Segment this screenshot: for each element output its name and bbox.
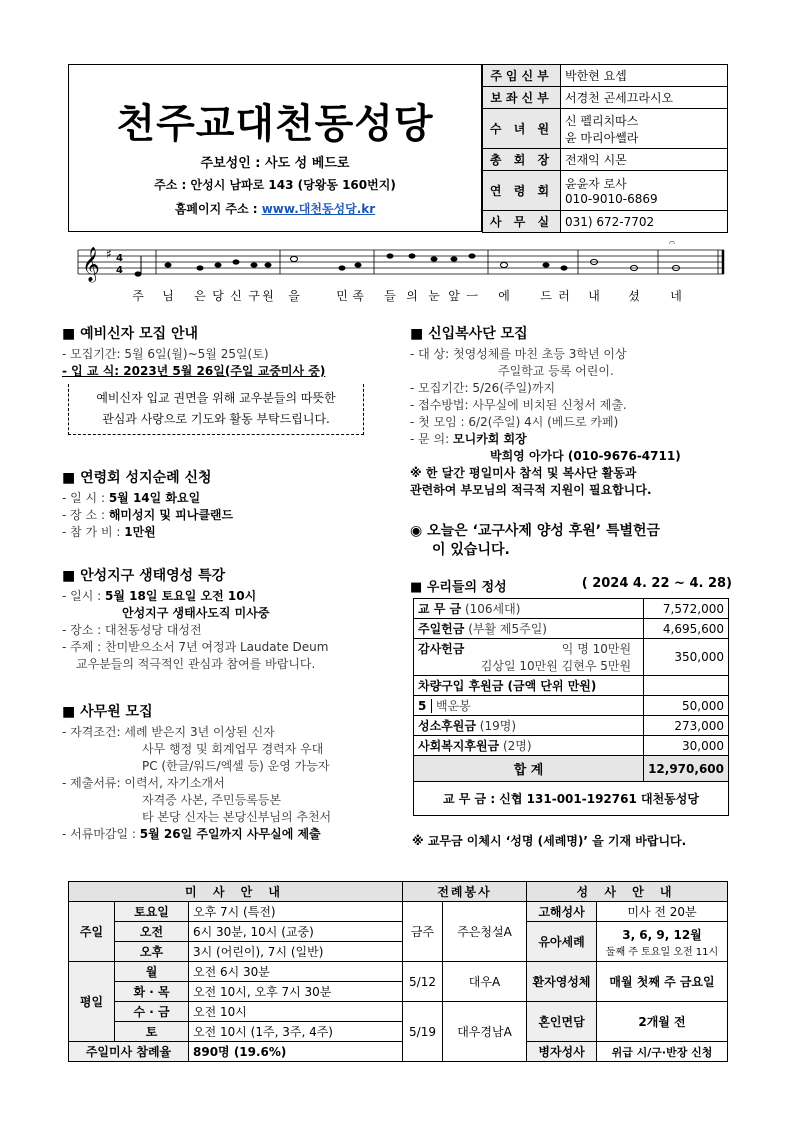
catechumen-section: [62, 326, 372, 435]
field-label: - 서류마감일 :: [62, 827, 140, 841]
lyric-syllable: 구: [248, 289, 260, 303]
ecology-date-detail: 안성지구 생태사도직 미사중: [122, 606, 270, 620]
staff-name: [561, 109, 728, 149]
mass-day: 월: [115, 962, 189, 982]
staff-role: 수 녀 원: [483, 109, 561, 149]
sacrament-info: [597, 922, 728, 962]
mass-time: 오전 10시, 오후 7시 30분: [189, 982, 403, 1002]
offering-amount: 350,000: [644, 639, 729, 676]
mass-time: 오전 10시 (1주, 3주, 4주): [189, 1022, 403, 1042]
lyric-syllable: 들: [384, 289, 396, 303]
ecology-section: [62, 568, 382, 673]
lyric-syllable: 셨: [628, 289, 640, 303]
altar-method: - 접수방법: 사무실에 비치된 신청서 제출.: [410, 398, 627, 412]
field-label: - 일시 :: [62, 589, 106, 603]
total-row: [414, 756, 729, 782]
altar-target: - 대 상: 첫영성체를 마친 초등 3학년 이상: [410, 347, 627, 361]
sacrament-info-line: 둘째 주 토요일 오전 11시: [605, 946, 719, 958]
sacrament-info: 매월 첫째 주 금요일: [597, 962, 728, 1002]
offering-sub: 익 명 10만원: [561, 642, 632, 656]
lyric-syllable: 민: [336, 289, 348, 303]
offering-amount: 4,695,600: [644, 619, 729, 639]
offering-amount: 50,000: [644, 696, 729, 716]
offering-sub: 김상일 10만원 김현우 5만원: [480, 659, 632, 673]
pilgrimage-section: [62, 470, 372, 541]
offering-sub: (부활 제5주일): [468, 622, 547, 636]
total-amount: 12,970,600: [644, 756, 729, 782]
total-label: 합 계: [414, 756, 644, 782]
clerk-requirement: - 자격조건: 세례 받은지 3년 이상된 신자: [62, 725, 275, 739]
serve-group: 대우A: [443, 962, 527, 1002]
altar-target: 주일학교 등록 어린이.: [498, 364, 614, 378]
field-label: - 일 시 :: [62, 491, 109, 505]
patron-saint: 주보성인 : 사도 성 베드로: [200, 156, 350, 171]
staff-name: [561, 171, 728, 211]
offering-label: 차량구입 후원금 (금액 단위 만원): [414, 676, 644, 696]
time-signature: 4: [116, 253, 123, 264]
mass-day: 오전: [115, 922, 189, 942]
catechumen-notice: [68, 384, 364, 435]
lyric-syllable: 눈: [428, 289, 440, 303]
special-line: ◉ 오늘은 ‘교구사제 양성 후원’ 특별헌금: [410, 523, 661, 539]
notes: [135, 253, 680, 276]
altar-title: ■ 신입복사단 모집: [410, 326, 528, 342]
staff-role: 주임신부: [483, 65, 561, 87]
table-row: [414, 736, 729, 756]
table-row: [414, 639, 729, 676]
mass-time: 3시 (어린이), 7시 (일반): [189, 942, 403, 962]
lyric-syllable: 러: [558, 289, 570, 303]
lyric-syllable: 드: [540, 289, 552, 303]
offering-header: [410, 576, 732, 595]
lyric-syllable: 내: [588, 289, 600, 303]
fermata-icon: 𝄐: [669, 236, 676, 249]
altar-server-section: [410, 326, 740, 499]
sunday-label: 주일: [69, 902, 115, 962]
mass-day: 토: [115, 1022, 189, 1042]
staff-role: 사 무 실: [483, 211, 561, 233]
lyric-syllable: 신: [230, 289, 242, 303]
offering-amount: [644, 676, 729, 696]
offering-sub: (19명): [479, 719, 517, 733]
serve-week: 금주: [403, 902, 443, 962]
staff-name-line: 윤윤자 로사: [565, 177, 627, 191]
offering-period: ( 2024 4. 22 ~ 4. 28): [581, 576, 732, 591]
lyric-syllable: 에: [498, 289, 510, 303]
lyric-syllable: 을: [288, 289, 300, 303]
special-line: 이 있습니다.: [432, 542, 510, 558]
homepage-link[interactable]: www.대천동성당.kr: [261, 202, 376, 216]
pilgrimage-title: ■ 연령회 성지순례 신청: [62, 470, 212, 486]
serve-header: 전례봉사: [403, 882, 527, 902]
mass-time: 오후 7시 (특전): [189, 902, 403, 922]
schedule-table: [68, 881, 728, 1062]
altar-meeting: - 첫 모임 : 6/2(주일) 4시 (베드로 카페): [410, 415, 619, 429]
clerk-requirement: PC (한글/워드/엑셀 등) 운영 가능자: [142, 759, 330, 773]
field-label: - 문 의:: [410, 432, 454, 446]
attendance-value: 890명 (19.6%): [189, 1042, 403, 1062]
clerk-documents: - 제출서류: 이력서, 자기소개서: [62, 776, 225, 790]
mass-time: 오전 6시 30분: [189, 962, 403, 982]
clerk-title: ■ 사무원 모집: [62, 704, 153, 720]
offering-sub: (106세대): [464, 602, 521, 616]
sacrament-info: 위급 시/구·반장 신청: [597, 1042, 728, 1062]
music-score: [68, 236, 728, 306]
attendance-label: 주일미사 참례율: [69, 1042, 189, 1062]
table-row: [414, 599, 729, 619]
time-signature: 4: [116, 265, 123, 276]
homepage-line: [68, 200, 482, 217]
mass-time: 6시 30분, 10시 (교중): [189, 922, 403, 942]
mass-time: 오전 10시: [189, 1002, 403, 1022]
weekday-label: 평일: [69, 962, 115, 1042]
field-label: - 장 소 :: [62, 508, 109, 522]
address: 주소 : 안성시 남파로 143 (당왕동 160번지): [154, 178, 396, 192]
notice-line: 관심과 사랑으로 기도와 활동 부탁드립니다.: [102, 412, 330, 426]
staff-name-line: 신 펠리치따스: [565, 113, 639, 128]
catechumen-title: ■ 예비신자 모집 안내: [62, 326, 199, 342]
table-row: [414, 619, 729, 639]
sacrament-info-line: 3, 6, 9, 12월: [622, 927, 702, 942]
sacrament-name: 환자영성체: [527, 962, 597, 1002]
offering-label: 5: [418, 699, 432, 713]
altar-period: - 모집기간: 5/26(주일)까지: [410, 381, 556, 395]
lyric-syllable: 의: [406, 289, 418, 303]
lyric-syllable: 은: [194, 289, 206, 303]
serve-week: 5/19: [403, 1002, 443, 1062]
treble-clef-icon: 𝄞: [82, 247, 100, 282]
sacrament-name: 병자성사: [527, 1042, 597, 1062]
staff-name: 전재익 시몬: [561, 149, 728, 171]
sacrament-name: 혼인면담: [527, 1002, 597, 1042]
mass-day: 오후: [115, 942, 189, 962]
lyric-syllable: 앞: [448, 289, 460, 303]
notice-line: 예비신자 입교 권면을 위해 교우분들의 따뜻한: [96, 391, 336, 405]
staff-table: [482, 64, 728, 233]
table-row: [414, 716, 729, 736]
serve-group: 주은청설A: [443, 902, 527, 962]
office-phone: 031) 672-7702: [561, 211, 728, 233]
mass-day: 토요일: [115, 902, 189, 922]
homepage-label: 홈페이지 주소 :: [174, 202, 262, 216]
ecology-place: - 장소 : 대천동성당 대성전: [62, 623, 202, 637]
staff-role: 총 회 장: [483, 149, 561, 171]
lyric-syllable: 당: [212, 289, 224, 303]
serve-group: 대우경남A: [443, 1002, 527, 1062]
staff-role: 연 령 회: [483, 171, 561, 211]
table-row: [414, 696, 729, 716]
remit-note: ※ 교무금 이체시 ‘성명 (세례명)’ 을 기재 바랍니다.: [412, 834, 687, 848]
pilgrimage-date: 5월 14일 화요일: [108, 491, 201, 505]
sacrament-name: 고해성사: [527, 902, 597, 922]
clerk-deadline: 5월 26일 주일까지 사무실에 제출: [139, 827, 321, 841]
clerk-documents: 자격증 사본, 주민등록등본: [142, 793, 281, 807]
mass-header: 미 사 안 내: [69, 882, 403, 902]
altar-contact: 모니카회 회장: [453, 432, 527, 446]
catechumen-entry: - 입 교 식: 2023년 5월 26일(주일 교중미사 중): [62, 364, 326, 378]
clerk-documents: 타 본당 신자는 본당신부님의 추천서: [142, 810, 332, 824]
sacrament-info: 미사 전 20분: [597, 902, 728, 922]
offering-sub: 백운봉: [436, 699, 471, 713]
lyric-syllable: ㅡ: [466, 289, 478, 303]
ecology-topic: - 주제 : 찬미받으소서 7년 여정과 Laudate Deum: [62, 640, 329, 654]
offering-table: [413, 598, 729, 816]
offering-label: 교 무 금: [418, 602, 462, 616]
ecology-date: 5월 18일 토요일 오전 10시: [105, 589, 257, 603]
offering-amount: 273,000: [644, 716, 729, 736]
serve-week: 5/12: [403, 962, 443, 1002]
offering-sub: (2명): [502, 739, 532, 753]
lyrics-row: [132, 288, 682, 303]
offering-label: 주일헌금: [418, 622, 465, 636]
staff-name-line: 윤 마리아쎌라: [565, 130, 639, 145]
staff-lines: [78, 250, 724, 274]
sacrament-header: 성 사 안 내: [527, 882, 728, 902]
lyric-syllable: 님: [162, 289, 174, 303]
offering-label: 사회복지후원금: [418, 739, 500, 753]
offering-amount: 30,000: [644, 736, 729, 756]
offering-amount: 7,572,000: [644, 599, 729, 619]
staff-name: 박한현 요셉: [561, 65, 728, 87]
pilgrimage-place: 해미성지 및 피나클랜드: [108, 508, 234, 522]
sharp-icon: ♯: [106, 247, 112, 261]
account-row: [414, 782, 729, 816]
table-row: [414, 676, 729, 696]
sacrament-name: 유아세례: [527, 922, 597, 962]
parish-title: 천주교대천동성당: [116, 100, 434, 147]
account-info: 교 무 금 : 신협 131-001-192761 대천동성당: [414, 782, 729, 816]
staff-name: 서경천 곤세끄라시오: [561, 87, 728, 109]
offering-title: ■ 우리들의 정성: [410, 580, 507, 595]
altar-note: ※ 한 달간 평일미사 참석 및 복사단 활동과: [410, 466, 637, 480]
mass-day: 수 · 금: [115, 1002, 189, 1022]
ecology-title: ■ 안성지구 생태영성 특강: [62, 568, 226, 584]
staff-role: 보좌신부: [483, 87, 561, 109]
clerk-section: [62, 704, 382, 843]
pilgrimage-fee: 1만원: [124, 525, 156, 539]
special-collection-notice: [410, 522, 740, 560]
clerk-requirement: 사무 행정 및 회계업무 경력자 우대: [142, 742, 324, 756]
altar-contact-phone: 박희영 아가다 (010-9676-4711): [490, 449, 681, 463]
lyric-syllable: 네: [670, 289, 682, 303]
mass-day: 화 · 목: [115, 982, 189, 1002]
sacrament-info: 2개월 전: [597, 1002, 728, 1042]
catechumen-period: - 모집기간: 5월 6일(월)~5월 25일(토): [62, 347, 269, 361]
altar-note: 관련하여 부모님의 적극적 지원이 필요합니다.: [410, 483, 652, 497]
lyric-syllable: 주: [132, 289, 144, 303]
ecology-topic-detail: 교우분들의 적극적인 관심과 참여를 바랍니다.: [76, 657, 316, 671]
offering-label: 감사헌금: [418, 642, 465, 656]
lyric-syllable: 족: [352, 289, 364, 303]
field-label: - 참 가 비 :: [62, 525, 125, 539]
staff-phone: 010-9010-6869: [565, 192, 658, 206]
lyric-syllable: 원: [262, 289, 274, 303]
offering-label: 성소후원금: [418, 719, 476, 733]
